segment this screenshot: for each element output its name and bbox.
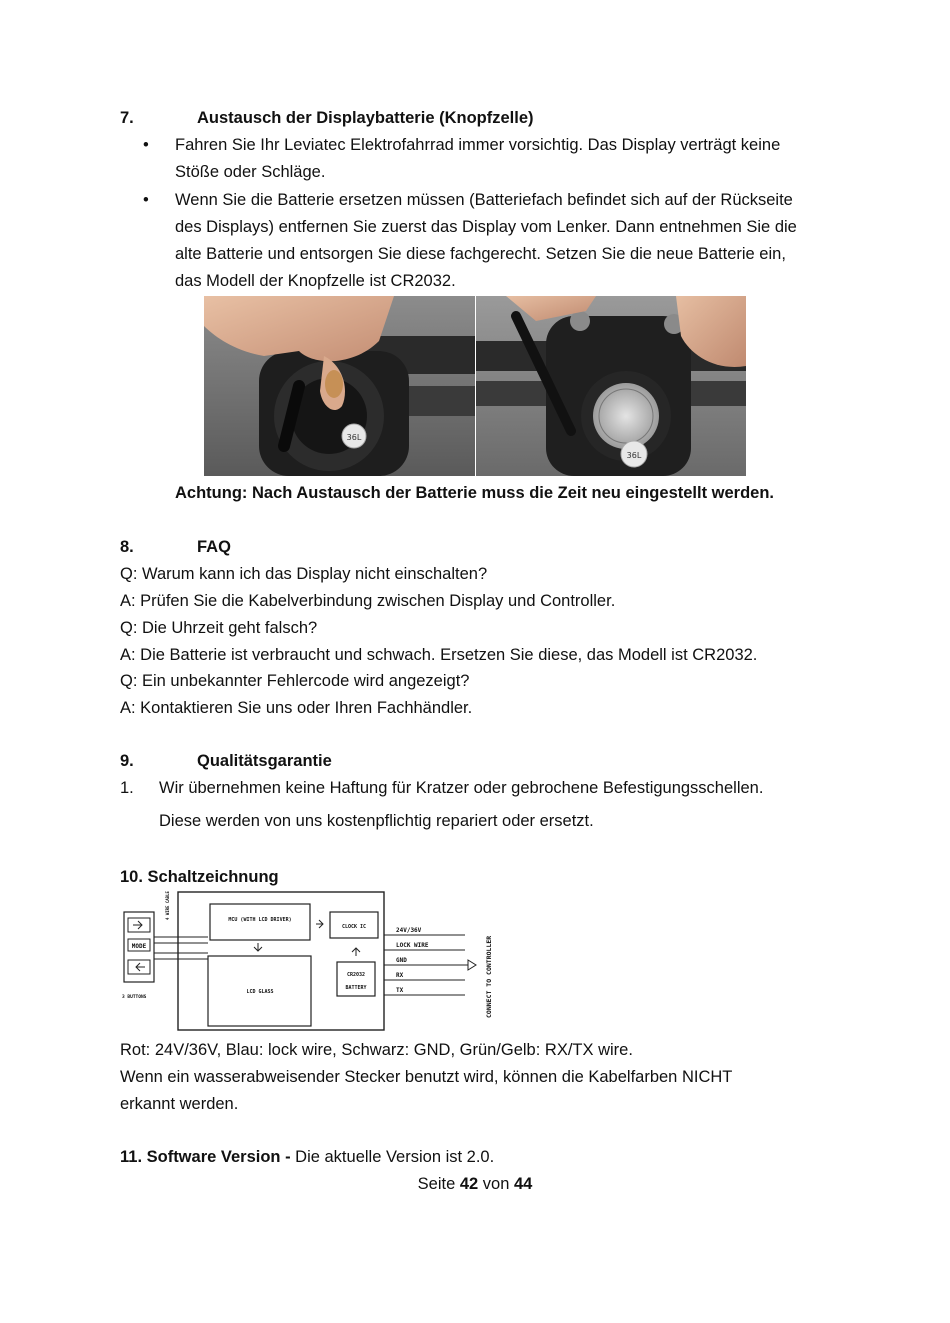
faq-line: Q: Die Uhrzeit geht falsch? (120, 619, 318, 637)
faq-line: Q: Warum kann ich das Display nicht einschalten? (120, 565, 488, 583)
wire-color-line3: erkannt werden. (120, 1095, 239, 1113)
section7-title: Austausch der Displaybatterie (Knopfzelle) (197, 109, 534, 127)
wire-color-line1: Rot: 24V/36V, Blau: lock wire, Schwarz: GND, Grün/Gelb: RX/TX wire. (120, 1041, 633, 1059)
section11-line (120, 1147, 494, 1167)
connect-label: CONNECT TO CONTROLLER (485, 935, 493, 1018)
mode-label: MODE (131, 943, 147, 950)
warranty-line1: Wir übernehmen keine Haftung für Kratzer oder gebrochene Befestigungsschellen. (159, 779, 764, 797)
mcu-label: MCU (WITH LCD DRIVER) (228, 917, 292, 923)
page-footer (0, 1174, 950, 1194)
section11-title: 11. Software Version - (120, 1148, 291, 1166)
battery-photo-right (476, 296, 746, 476)
cable-label: 4 WIRE CABLE (165, 891, 170, 920)
bullet2-line1: Wenn Sie die Batterie ersetzen müssen (Batteriefach befindet sich auf der Rückseite (175, 191, 793, 209)
faq-line: A: Prüfen Sie die Kabelverbindung zwischen Display und Controller. (120, 592, 616, 610)
section9-number: 9. (120, 752, 134, 770)
wire-label: TX (396, 987, 404, 994)
battery-photo-left (204, 296, 475, 476)
wire-color-line2: Wenn ein wasserabweisender Stecker benutzt wird, können die Kabelfarben NICHT (120, 1068, 733, 1086)
section10-title: 10. Schaltzeichnung (120, 868, 279, 886)
wire-label: LOCK WIRE (396, 942, 429, 949)
bullet1-line2: Stöße oder Schläge. (175, 163, 326, 181)
lcd-label: LCD GLASS (246, 989, 274, 995)
battery-label-bottom: BATTERY (345, 985, 367, 991)
bullet-dot: • (143, 191, 149, 209)
section7-number: 7. (120, 109, 134, 127)
section8-number: 8. (120, 538, 134, 556)
warranty-line2: Diese werden von uns kostenpflichtig repariert oder ersetzt. (159, 812, 594, 830)
wire-label: 24V/36V (396, 927, 422, 934)
footer-page: 42 (459, 1175, 479, 1193)
bullet1-line1: Fahren Sie Ihr Leviatec Elektrofahrrad immer vorsichtig. Das Display verträgt keine (175, 136, 781, 154)
section8-title: FAQ (197, 538, 231, 556)
footer-middle: von (478, 1175, 514, 1193)
bullet2-line3: alte Batterie und entsorgen Sie diese fachgerecht. Setzen Sie die neue Batterie ein, (175, 245, 786, 263)
footer-total: 44 (513, 1175, 533, 1193)
battery-label-top: CR2032 (346, 972, 366, 978)
battery-note: Achtung: Nach Austausch der Batterie muss die Zeit neu eingestellt werden. (175, 484, 775, 502)
wire-label: GND (396, 957, 407, 964)
wiring-diagram (120, 890, 500, 1032)
footer-prefix: Seite (417, 1175, 460, 1193)
faq-line: Q: Ein unbekannter Fehlercode wird angezeigt? (120, 672, 470, 690)
section11-text: Die aktuelle Version ist 2.0. (290, 1148, 495, 1166)
bullet2-line2: des Displays) entfernen Sie zuerst das Display vom Lenker. Dann entnehmen Sie die (175, 218, 797, 236)
faq-line: A: Kontaktieren Sie uns oder Ihren Fachhändler. (120, 699, 473, 717)
section9-title: Qualitätsgarantie (197, 752, 332, 770)
clock-label: CLOCK IC (341, 924, 367, 930)
coin-label: 36L (346, 433, 362, 442)
wire-label: RX (396, 972, 404, 979)
buttons-label: 3 BUTTONS (122, 995, 147, 1000)
warranty-item-number: 1. (120, 779, 134, 797)
coin-label: 36L (626, 451, 642, 460)
faq-line: A: Die Batterie ist verbraucht und schwach. Ersetzen Sie diese, das Modell ist CR2032. (120, 646, 758, 664)
bullet-dot: • (143, 136, 149, 154)
bullet2-line4: das Modell der Knopfzelle ist CR2032. (175, 272, 456, 290)
